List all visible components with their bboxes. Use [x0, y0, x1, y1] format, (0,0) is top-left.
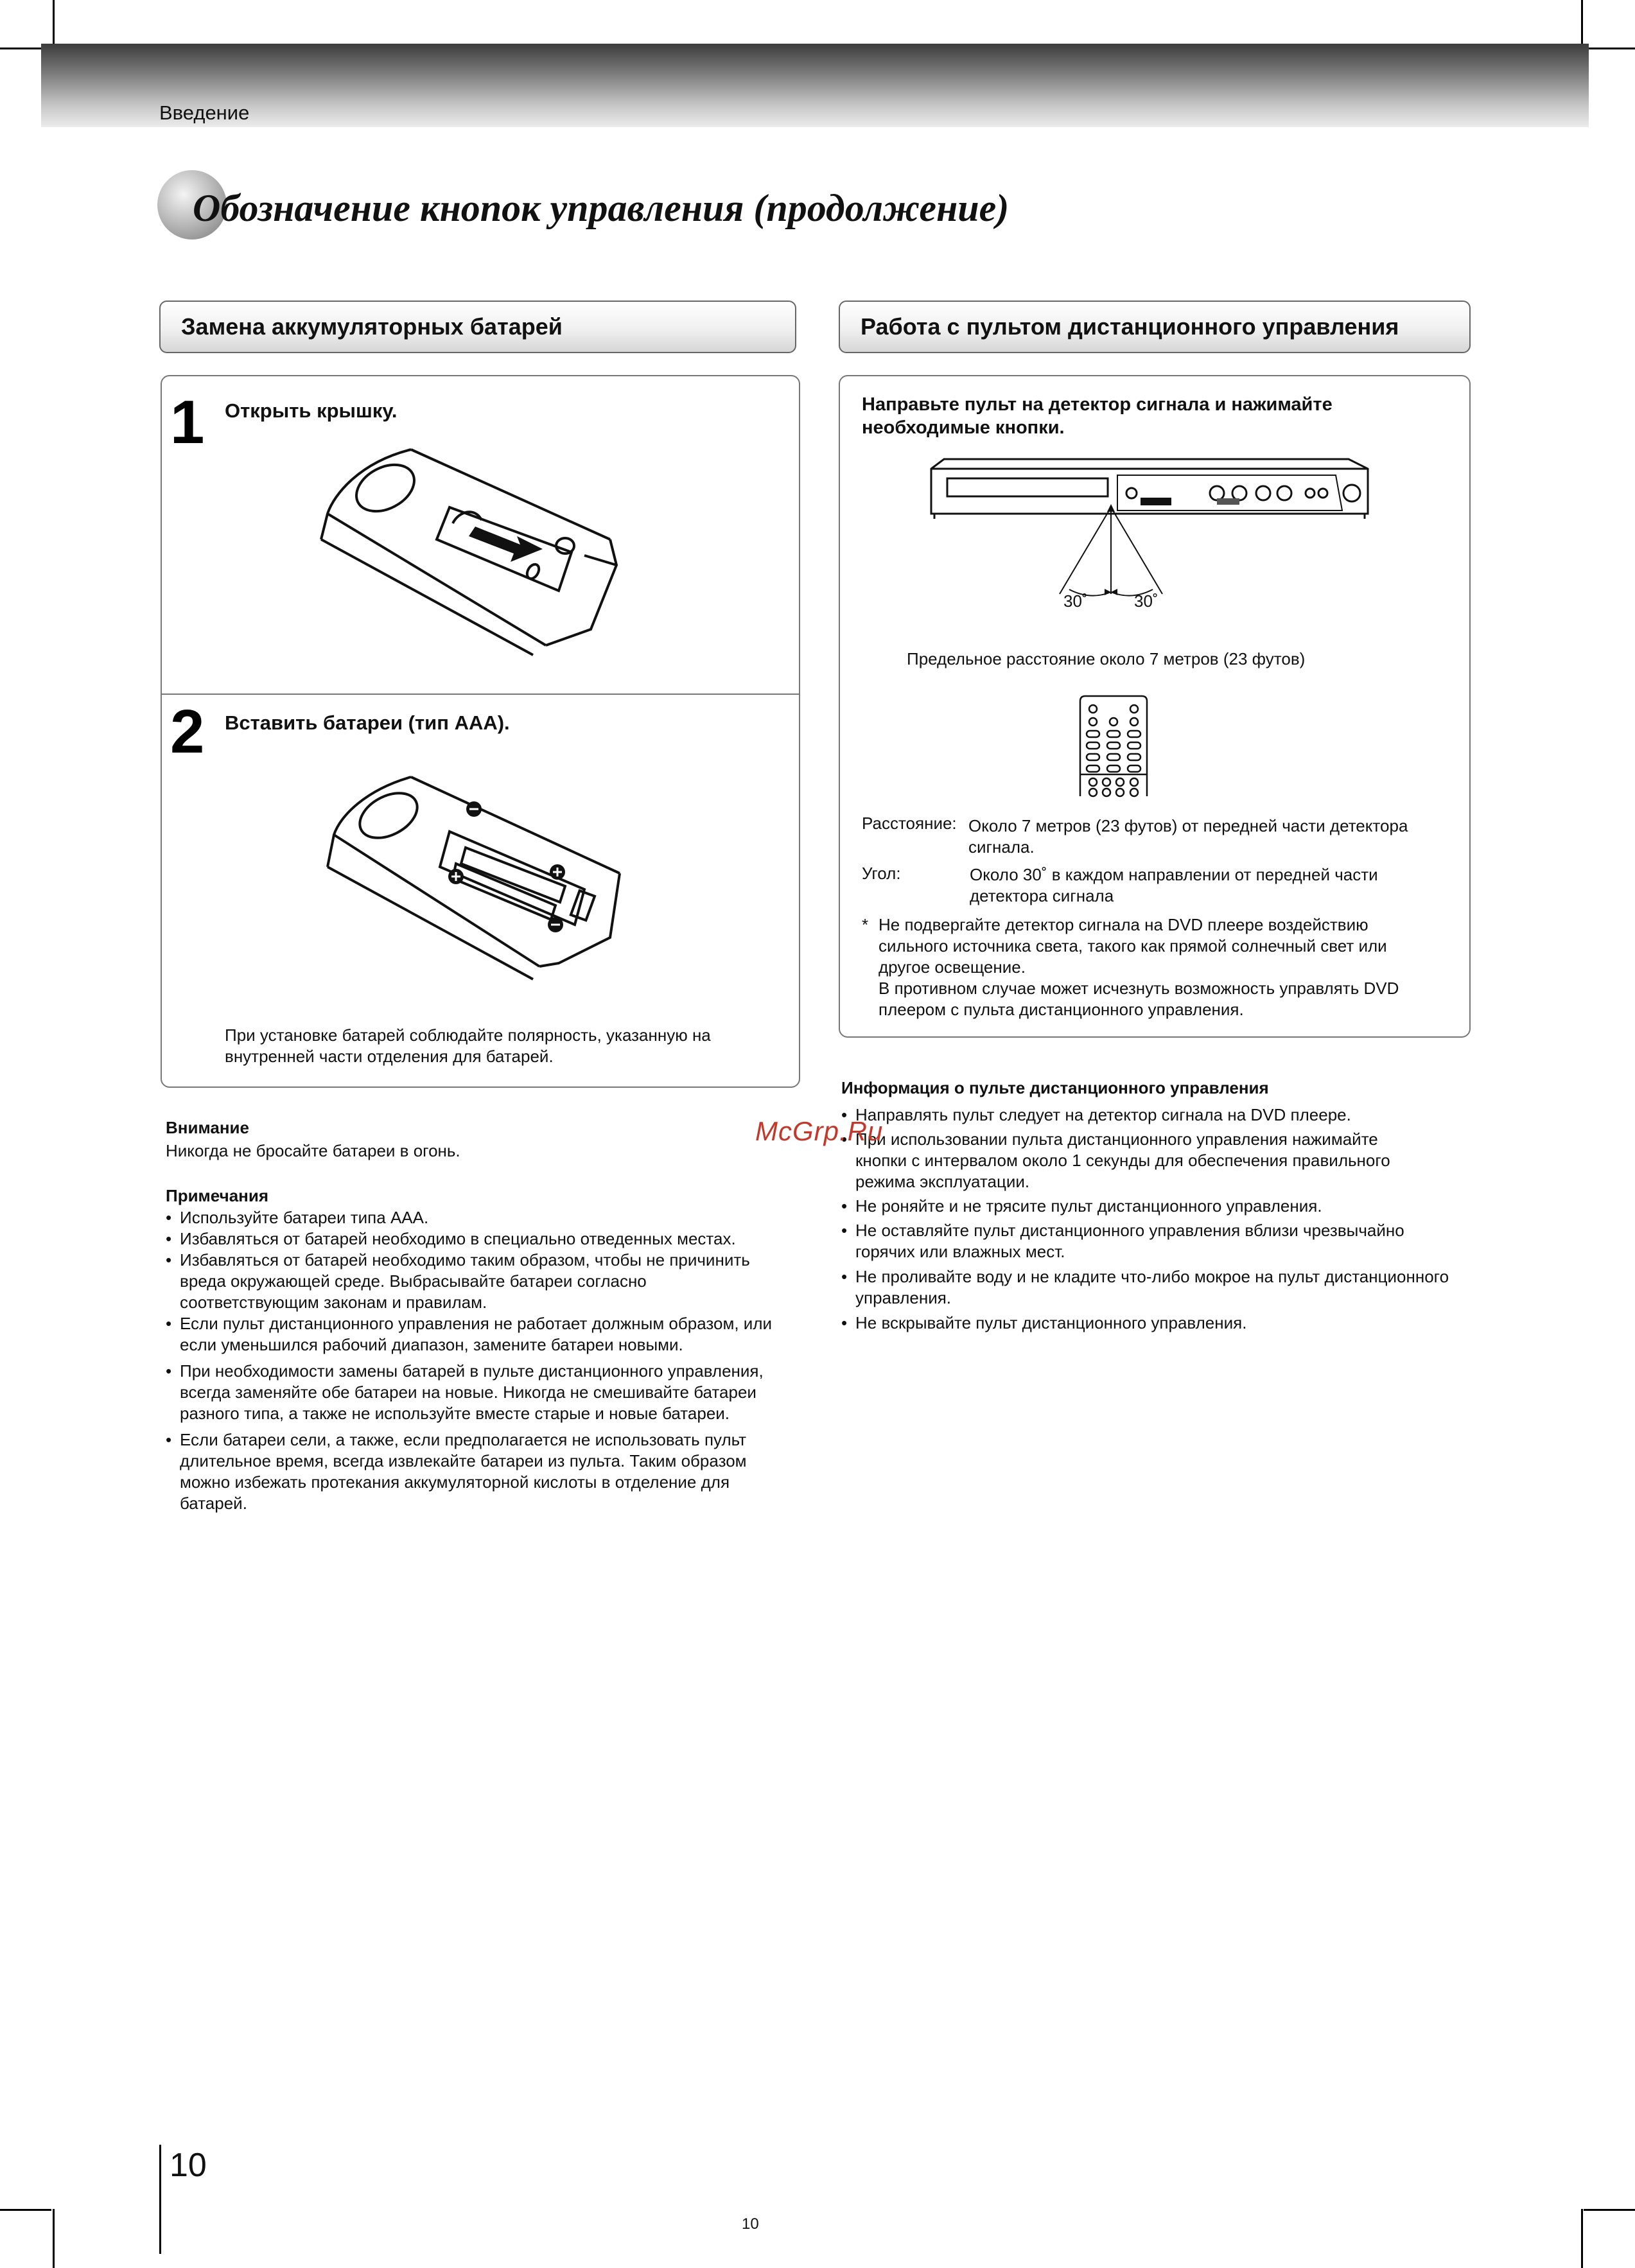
note-item: • При необходимости замены батарей в пульте дистанционного управления, всегда заменяйте обе батареи на новые. Никогда не смешивайте батареи разного типа, а также не используйте вместе старые и новые батареи.	[166, 1361, 808, 1424]
note-item: • Избавляться от батарей необходимо таким образом, чтобы не причинить вреда окружающей среде. Выбрасывайте батареи согласно соответствующим законам и правилам.	[166, 1250, 808, 1313]
remote-instruction-line: необходимые кнопки.	[862, 417, 1065, 438]
dvd-player-illustration	[925, 449, 1374, 604]
polarity-note-line: внутренней части отделения для батарей.	[225, 1047, 554, 1066]
remote-control-illustration	[1078, 695, 1150, 796]
angle-value-line: детектора сигнала	[970, 886, 1114, 905]
angle-label: Угол:	[862, 864, 901, 883]
info-item: • Направлять пульт следует на детектор сигнала на DVD плеере.	[841, 1104, 1483, 1126]
remote-section-heading: Работа с пультом дистанционного управления	[839, 301, 1471, 353]
watermark: McGrp.Ru	[755, 1116, 884, 1146]
limit-distance-caption: Предельное расстояние около 7 метров (23 футов)	[907, 649, 1306, 668]
step-1-number: 1	[170, 388, 205, 457]
footer-page-number: 10	[742, 2215, 759, 2233]
crop-mark	[1581, 2209, 1583, 2268]
distance-value-line: Около 7 метров (23 футов) от передней части детектора	[968, 816, 1408, 835]
crop-mark	[53, 2209, 55, 2268]
star-mark: *	[862, 915, 869, 934]
star-note-line: сильного источника света, такого как прямой солнечный свет или	[879, 936, 1387, 955]
note-item: • Если пульт дистанционного управления не работает должным образом, или если уменьшился рабочий диапазон, замените батареи новыми.	[166, 1313, 808, 1356]
step-2-number: 2	[170, 697, 205, 766]
distance-label: Расстояние:	[862, 814, 957, 833]
star-note-line: Не подвергайте детектор сигнала на DVD плеере воздействию	[879, 915, 1368, 934]
crop-mark	[1584, 48, 1635, 49]
page-number: 10	[170, 2147, 207, 2184]
info-item: • Не оставляйте пульт дистанционного управления вблизи чрезвычайно горячих или влажных мест.	[841, 1220, 1483, 1262]
battery-section-heading: Замена аккумуляторных батарей	[159, 301, 796, 353]
polarity-note-line: При установке батарей соблюдайте полярность, указанную на	[225, 1025, 711, 1045]
step-1-text: Открыть крышку.	[225, 399, 398, 422]
notes-title: Примечания	[166, 1186, 269, 1205]
angle-left-label: 30˚	[1063, 591, 1088, 611]
note-item: • Если батареи сели, а также, если предполагается не использовать пульт длительное время, всегда извлекайте батареи из пульта. Таким образом можно избежать протекания аккумуляторной кислоты в отделение для батарей.	[166, 1429, 808, 1514]
remote-insert-batteries-illustration	[328, 771, 636, 982]
info-item: • Не проливайте воду и не кладите что-либо мокрое на пульт дистанционного управления.	[841, 1266, 1483, 1309]
star-note-line: другое освещение.	[879, 957, 1026, 977]
info-title: Информация о пульте дистанционного управления	[841, 1078, 1269, 1097]
step-2-text: Вставить батареи (тип AAA).	[225, 711, 510, 734]
crop-mark	[1584, 2209, 1635, 2211]
page-title: Обозначение кнопок управления (продолжение)	[193, 187, 1010, 229]
info-item: • При использовании пульта дистанционного управления нажимайте кнопки с интервалом около 1 секунды для обеспечения правильного режима эксплуатации.	[841, 1129, 1483, 1192]
warning-title: Внимание	[166, 1118, 249, 1137]
header-band	[41, 44, 1589, 127]
step-divider	[162, 693, 799, 695]
crop-mark	[1581, 0, 1583, 45]
star-note-line: В противном случае может исчезнуть возможность управлять DVD	[879, 979, 1399, 998]
remote-open-cover-illustration	[321, 443, 655, 655]
warning-text: Никогда не бросайте батареи в огонь.	[166, 1141, 460, 1160]
crop-mark	[0, 2209, 51, 2211]
distance-value-line: сигнала.	[968, 837, 1035, 857]
info-item: • Не вскрывайте пульт дистанционного управления.	[841, 1313, 1483, 1334]
page-number-rule	[159, 2145, 161, 2254]
angle-right-label: 30˚	[1134, 591, 1158, 611]
note-item: • Избавляться от батарей необходимо в специально отведенных местах.	[166, 1228, 808, 1250]
remote-instruction-line: Направьте пульт на детектор сигнала и нажимайте	[862, 394, 1333, 415]
section-label: Введение	[159, 101, 250, 124]
crop-mark	[53, 0, 55, 45]
note-item: • Используйте батареи типа AAA.	[166, 1207, 808, 1228]
star-note-line: плеером с пульта дистанционного управления.	[879, 1000, 1244, 1019]
info-item: • Не роняйте и не трясите пульт дистанционного управления.	[841, 1196, 1483, 1217]
angle-value-line: Около 30˚ в каждом направлении от передней части	[970, 865, 1378, 884]
